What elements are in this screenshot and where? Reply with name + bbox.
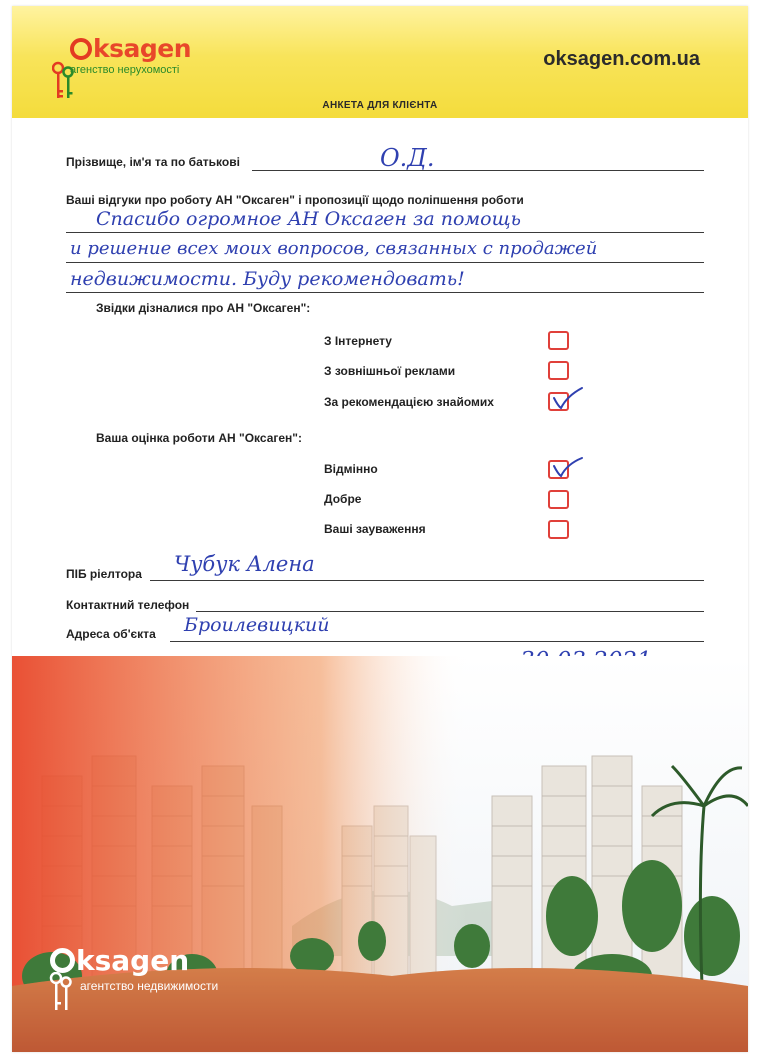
website-url: oksagen.com.ua [543,48,700,70]
checkbox-good[interactable] [548,490,569,509]
checkbox-outdoor-ads[interactable] [548,361,569,380]
full-name-value: О.Д. [380,144,435,172]
feedback-line-3 [66,292,704,293]
checkbox-internet[interactable] [548,331,569,350]
feedback-text-line-1: Спасибо огромное АН Оксаген за помощь [96,208,521,230]
feedback-line-1 [66,232,704,233]
address-line [170,641,704,642]
header-band [12,6,748,118]
rating-option-remarks: Ваші зауваження [324,522,426,536]
logo-wordmark [70,34,191,63]
rating-option-excellent: Відмінно [324,462,378,476]
rating-label: Ваша оцінка роботи АН "Оксаген": [96,431,302,445]
source-label: Звідки дізналися про АН "Оксаген": [96,301,311,315]
questionnaire-sheet [12,6,748,1052]
feedback-label: Ваші відгуки про роботу АН "Оксаген" і пропозиції щодо поліпшення роботи [66,193,524,207]
footer-logo-subtitle: агентство недвижимости [80,979,219,993]
source-option-outdoor-ads: З зовнішньої реклами [324,364,456,378]
source-option-internet: З Інтернету [324,334,392,348]
feedback-text-line-2: и решение всех моих вопросов, связанных с продажей [70,238,598,259]
logo-o-ring [70,38,92,60]
realtor-value: Чубук Алена [174,552,315,576]
full-name-line [252,170,704,171]
footer-logo [50,944,219,993]
realtor-label: ПІБ ріелтора [66,567,142,581]
phone-line [196,611,704,612]
check-mark-icon [550,454,584,480]
address-value: Броилевицкий [184,614,330,636]
address-label: Адреса об'єкта [66,627,156,641]
feedback-line-2 [66,262,704,263]
phone-label: Контактний телефон [66,598,190,612]
source-option-recommendation: За рекомендацією знайомих [324,395,494,409]
realtor-line [150,580,704,581]
form-title: АНКЕТА ДЛЯ КЛІЄНТА [322,100,438,111]
footer-logo-o-ring [50,948,75,973]
rating-option-good: Добре [324,492,362,506]
check-mark-icon [550,386,584,412]
feedback-text-line-3: недвижимости. Буду рекомендовать! [70,268,465,290]
keys-icon [48,972,74,1014]
logo-subtitle: агенство нерухомості [70,64,180,76]
checkbox-remarks[interactable] [548,520,569,539]
logo-text: ksagen [93,34,192,63]
full-name-label: Прізвище, ім'я та по батькові [66,155,240,169]
footer-logo-text: ksagen [76,944,190,977]
